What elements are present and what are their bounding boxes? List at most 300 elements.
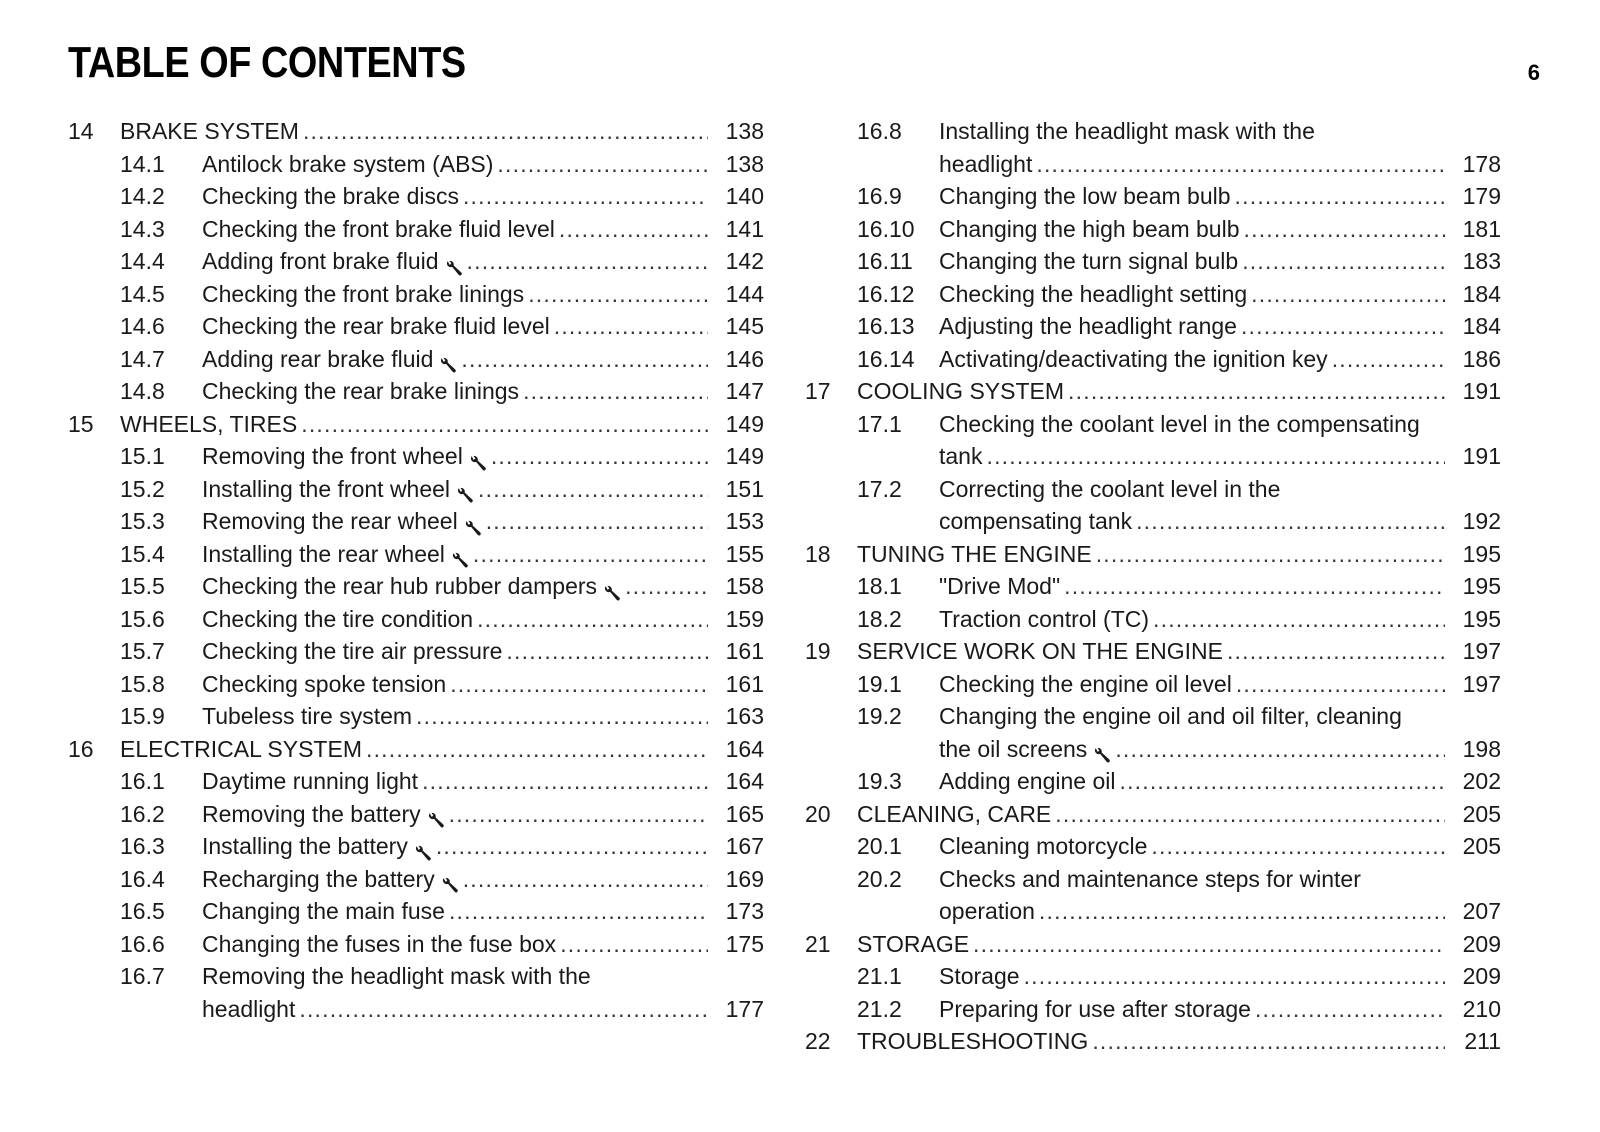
entry-title[interactable]: Checking the brake discs [202, 183, 459, 209]
entry-text [202, 798, 708, 831]
entry-number: 15.8 [120, 670, 165, 697]
entry-number: 15.7 [120, 638, 165, 664]
entry-page-number[interactable]: 163 [725, 703, 764, 729]
toc-section-entry[interactable] [68, 830, 764, 863]
dot-leader [449, 895, 708, 928]
entry-text [120, 408, 708, 441]
toc-section-entry[interactable] [68, 440, 764, 473]
entry-title[interactable]: Checking the front brake fluid level [202, 215, 555, 242]
entry-body [202, 278, 708, 311]
entry-title[interactable]: Adding rear brake fluid [202, 345, 434, 372]
entry-page-number[interactable]: 151 [725, 475, 764, 502]
entry-title[interactable]: Changing the engine oil and oil filter, cleaning [939, 703, 1402, 729]
entry-text [202, 343, 708, 376]
entry-title[interactable]: Adding front brake fluid [202, 248, 439, 274]
entry-body [202, 375, 708, 408]
entry-title[interactable]: Storage [939, 963, 1020, 989]
entry-title[interactable]: Cleaning motorcycle [939, 833, 1148, 859]
entry-text [202, 668, 708, 701]
entry-title[interactable]: Checking the headlight setting [939, 280, 1248, 307]
entry-body [202, 895, 708, 928]
entry-title[interactable]: Removing the headlight mask with the [202, 963, 591, 989]
toc-section-entry[interactable] [805, 115, 1501, 180]
entry-title[interactable]: Changing the high beam bulb [939, 215, 1240, 242]
entry-page-number[interactable]: 205 [1462, 800, 1501, 827]
entry-page-number[interactable]: 138 [725, 150, 764, 177]
dot-leader [497, 148, 708, 181]
entry-body [857, 798, 1445, 831]
toc-section-entry[interactable] [68, 668, 764, 701]
entry-title-continued [939, 505, 1445, 538]
entry-page-number[interactable]: 169 [725, 865, 764, 892]
entry-page-number[interactable]: 186 [1462, 345, 1501, 372]
entry-body [202, 538, 708, 571]
entry-page-number[interactable]: 146 [725, 345, 764, 372]
entry-text [939, 603, 1445, 636]
toc-section-entry[interactable] [68, 343, 764, 376]
entry-title[interactable]: Installing the headlight mask with the [939, 118, 1315, 144]
entry-number: 15.3 [120, 508, 165, 534]
entry-page-number[interactable]: 207 [1462, 898, 1501, 924]
entry-title[interactable]: Checking the tire air pressure [202, 638, 503, 664]
entry-number: 16.12 [857, 280, 915, 307]
entry-page-number[interactable]: 197 [1462, 638, 1501, 664]
entry-number: 19.1 [857, 670, 902, 697]
entry-page-number[interactable]: 149 [725, 410, 764, 437]
entry-page-number[interactable]: 149 [725, 443, 764, 469]
entry-body [939, 408, 1445, 473]
toc-section-entry[interactable] [68, 310, 764, 343]
entry-title[interactable]: STORAGE [857, 930, 970, 957]
toc-chapter-entry[interactable] [68, 115, 764, 148]
toc-section-entry[interactable] [68, 895, 764, 928]
entry-page-number[interactable]: 195 [1462, 605, 1501, 632]
dot-leader [1153, 603, 1445, 636]
dot-leader [1235, 180, 1445, 213]
entry-title[interactable]: Adding engine oil [939, 768, 1116, 794]
entry-title[interactable]: Checking the engine oil level [939, 670, 1232, 697]
entry-body [857, 928, 1445, 961]
wrench-icon [603, 583, 621, 603]
entry-page-number[interactable]: 140 [725, 183, 764, 209]
entry-body [939, 603, 1445, 636]
entry-page-number[interactable]: 195 [1462, 540, 1501, 567]
dot-leader [461, 343, 708, 376]
toc-section-entry[interactable] [805, 603, 1501, 636]
toc-section-entry[interactable] [805, 570, 1501, 603]
entry-page-number[interactable]: 198 [1462, 735, 1501, 762]
entry-page-number[interactable]: 147 [725, 378, 764, 404]
toc-section-entry[interactable] [68, 245, 764, 278]
entry-number: 15.5 [120, 573, 165, 599]
dot-leader [1036, 148, 1445, 181]
entry-title[interactable]: Daytime running light [202, 768, 419, 794]
dot-leader [506, 635, 708, 668]
toc-section-entry[interactable] [68, 213, 764, 246]
entry-number: 21.1 [857, 963, 902, 989]
entry-title[interactable]: Installing the rear wheel [202, 540, 445, 567]
entry-page-number[interactable]: 144 [725, 280, 764, 307]
entry-body [202, 668, 708, 701]
entry-page-number[interactable]: 191 [1462, 378, 1501, 404]
entry-page-number[interactable]: 209 [1462, 930, 1501, 957]
entry-title[interactable]: Changing the low beam bulb [939, 183, 1231, 209]
entry-number: 16.7 [120, 963, 165, 989]
toc-section-entry[interactable] [805, 245, 1501, 278]
entry-title[interactable]: Changing the fuses in the fuse box [202, 930, 557, 957]
entry-title-continued [939, 733, 1445, 766]
dot-leader [1151, 830, 1445, 863]
entry-page-number[interactable]: 173 [725, 898, 764, 924]
entry-title-continued [202, 993, 708, 1026]
entry-text [202, 765, 708, 798]
entry-number: 16.3 [120, 833, 165, 859]
toc-section-entry[interactable] [805, 668, 1501, 701]
entry-page-number[interactable]: 145 [725, 313, 764, 339]
entry-text [120, 115, 708, 148]
entry-number: 14.4 [120, 248, 165, 274]
toc-section-entry[interactable] [68, 538, 764, 571]
toc-section-entry[interactable] [805, 408, 1501, 473]
entry-body [202, 505, 708, 538]
entry-number: 19 [805, 638, 831, 664]
toc-chapter-entry[interactable] [805, 928, 1501, 961]
entry-page-number[interactable]: 141 [725, 215, 764, 242]
entry-title[interactable]: SERVICE WORK ON THE ENGINE [857, 638, 1223, 664]
toc-section-entry[interactable] [68, 603, 764, 636]
entry-text [202, 603, 708, 636]
entry-number: 21.2 [857, 995, 902, 1022]
dot-leader [523, 375, 708, 408]
entry-title[interactable]: Traction control (TC) [939, 605, 1150, 632]
entry-text [202, 180, 708, 213]
entry-title[interactable]: Checking the coolant level in the compensating [939, 410, 1420, 437]
entry-text [202, 278, 708, 311]
entry-page-number[interactable]: 179 [1462, 183, 1501, 209]
entry-text [202, 570, 708, 603]
toc-section-entry[interactable] [805, 343, 1501, 376]
wrench-icon [451, 550, 469, 570]
entry-body [202, 960, 708, 1025]
entry-page-number[interactable]: 205 [1462, 833, 1501, 859]
toc-section-entry[interactable] [805, 278, 1501, 311]
wrench-icon [445, 258, 463, 278]
entry-text [939, 310, 1445, 343]
entry-page-number[interactable]: 184 [1462, 313, 1501, 339]
toc-chapter-entry[interactable] [805, 375, 1501, 408]
entry-text [857, 635, 1445, 668]
entry-text [939, 278, 1445, 311]
wrench-icon [1093, 745, 1111, 765]
entry-body [939, 213, 1445, 246]
entry-body [939, 343, 1445, 376]
entry-number: 15.9 [120, 703, 165, 729]
dot-leader [366, 733, 708, 766]
dot-leader [299, 993, 708, 1026]
entry-body [202, 635, 708, 668]
entry-number: 15.6 [120, 605, 165, 632]
entry-title[interactable]: Removing the battery [202, 800, 421, 827]
dot-leader [477, 603, 708, 636]
dot-leader [1244, 213, 1445, 246]
dot-leader [301, 408, 708, 441]
entry-page-number[interactable]: 142 [725, 248, 764, 274]
entry-text [120, 733, 708, 766]
toc-chapter-entry[interactable] [805, 1025, 1501, 1058]
entry-page-number[interactable]: 167 [725, 833, 764, 859]
entry-title[interactable]: Removing the front wheel [202, 443, 463, 469]
toc-section-entry[interactable] [68, 570, 764, 603]
entry-title[interactable]: COOLING SYSTEM [857, 378, 1065, 404]
entry-page-number[interactable]: 165 [725, 800, 764, 827]
entry-number: 15.2 [120, 475, 165, 502]
entry-title-line2[interactable]: headlight [939, 150, 1033, 177]
entry-body [939, 765, 1445, 798]
entry-body [202, 180, 708, 213]
entry-page-number[interactable]: 153 [725, 508, 764, 534]
toc-section-entry[interactable] [68, 180, 764, 213]
wrench-icon [456, 485, 474, 505]
entry-body [857, 635, 1445, 668]
entry-title[interactable]: Installing the front wheel [202, 475, 451, 502]
entry-text [857, 538, 1445, 571]
entry-title[interactable]: Checking the rear hub rubber dampers [202, 573, 598, 599]
entry-number: 16.11 [857, 248, 913, 274]
entry-page-number[interactable]: 184 [1462, 280, 1501, 307]
entry-text [202, 440, 708, 473]
entry-text [939, 668, 1445, 701]
toc-section-entry[interactable] [68, 928, 764, 961]
entry-title-line2[interactable]: compensating tank [939, 508, 1133, 534]
dot-leader [486, 505, 708, 538]
toc-section-entry[interactable] [68, 375, 764, 408]
entry-number: 14.7 [120, 345, 165, 372]
toc-section-entry[interactable] [805, 473, 1501, 538]
page-number: 6 [1527, 60, 1540, 85]
toc-section-entry[interactable] [68, 473, 764, 506]
entry-body [939, 180, 1445, 213]
entry-text [202, 700, 708, 733]
dot-leader [1024, 960, 1445, 993]
entry-title[interactable]: Checking spoke tension [202, 670, 447, 697]
entry-number: 17.2 [857, 475, 902, 502]
entry-title[interactable]: BRAKE SYSTEM [120, 118, 299, 144]
wrench-icon [441, 875, 459, 895]
dot-leader [560, 928, 708, 961]
entry-number: 20.2 [857, 865, 902, 892]
entry-page-number[interactable]: 161 [725, 638, 764, 664]
dot-leader [1055, 798, 1445, 831]
entry-body [202, 213, 708, 246]
entry-body [202, 148, 708, 181]
dot-leader [1136, 505, 1445, 538]
toc-section-entry[interactable] [68, 635, 764, 668]
toc-section-entry[interactable] [805, 310, 1501, 343]
entry-title-line2[interactable]: the oil screens [939, 735, 1088, 762]
entry-page-number[interactable]: 159 [725, 605, 764, 632]
toc-section-entry[interactable] [805, 830, 1501, 863]
dot-leader [478, 473, 708, 506]
entry-body [120, 408, 708, 441]
dot-leader [1332, 343, 1445, 376]
toc-section-entry[interactable] [805, 765, 1501, 798]
toc-section-entry[interactable] [68, 863, 764, 896]
toc-section-entry[interactable] [68, 700, 764, 733]
entry-title[interactable]: Preparing for use after storage [939, 995, 1251, 1022]
wrench-icon [427, 810, 445, 830]
entry-text [939, 993, 1445, 1026]
entry-page-number[interactable]: 192 [1462, 508, 1501, 534]
entry-title[interactable]: Checking the rear brake fluid level [202, 313, 550, 339]
entry-body [202, 830, 708, 863]
entry-page-number[interactable]: 209 [1462, 963, 1501, 989]
toc-section-entry[interactable] [68, 765, 764, 798]
toc-section-entry[interactable] [805, 960, 1501, 993]
entry-body [939, 570, 1445, 603]
entry-number: 15.1 [120, 443, 165, 469]
entry-text [202, 310, 708, 343]
entry-body [939, 310, 1445, 343]
entry-title[interactable]: Installing the battery [202, 833, 408, 859]
entry-page-number[interactable]: 138 [725, 118, 764, 144]
entry-title[interactable]: Activating/deactivating the ignition key [939, 345, 1328, 372]
toc-section-entry[interactable] [805, 180, 1501, 213]
entry-title[interactable]: CLEANING, CARE [857, 800, 1052, 827]
dot-leader [1068, 375, 1445, 408]
toc-section-entry[interactable] [805, 863, 1501, 928]
dot-leader [463, 863, 708, 896]
entry-number: 14.8 [120, 378, 165, 404]
entry-body [202, 440, 708, 473]
entry-page-number[interactable]: 175 [725, 930, 764, 957]
wrench-icon [464, 518, 482, 538]
entry-number: 14.2 [120, 183, 165, 209]
entry-body [202, 798, 708, 831]
entry-title-line2[interactable]: tank [939, 443, 983, 469]
entry-number: 16.10 [857, 215, 915, 242]
entry-body [202, 863, 708, 896]
entry-title[interactable]: Adjusting the headlight range [939, 313, 1237, 339]
entry-text [857, 928, 1445, 961]
entry-title[interactable]: WHEELS, TIRES [120, 410, 298, 437]
page-title: TABLE OF CONTENTS [68, 38, 466, 87]
entry-number: 16.8 [857, 118, 902, 144]
entry-title[interactable]: Checking the tire condition [202, 605, 474, 632]
entry-body [202, 928, 708, 961]
toc-chapter-entry[interactable] [805, 538, 1501, 571]
dot-leader [463, 180, 708, 213]
dot-leader [1119, 765, 1445, 798]
entry-title[interactable]: Checking the rear brake linings [202, 378, 520, 404]
entry-body [939, 993, 1445, 1026]
entry-body [939, 245, 1445, 278]
dot-leader [1227, 635, 1445, 668]
entry-body [202, 570, 708, 603]
toc-section-entry[interactable] [68, 505, 764, 538]
toc-chapter-entry[interactable] [68, 408, 764, 441]
entry-text [939, 960, 1445, 993]
entry-title-line2[interactable]: operation [939, 898, 1035, 924]
entry-text [939, 830, 1445, 863]
entry-title[interactable]: Changing the main fuse [202, 898, 445, 924]
entry-page-number[interactable]: 178 [1462, 150, 1501, 177]
entry-text [202, 473, 708, 506]
entry-page-number[interactable]: 161 [725, 670, 764, 697]
entry-text [939, 765, 1445, 798]
entry-title[interactable]: Correcting the coolant level in the [939, 475, 1281, 502]
entry-title[interactable]: Antilock brake system (ABS) [202, 150, 494, 177]
toc-section-entry[interactable] [68, 798, 764, 831]
entry-body [120, 115, 708, 148]
entry-page-number[interactable]: 210 [1462, 995, 1501, 1022]
entry-title[interactable]: Removing the rear wheel [202, 508, 458, 534]
entry-page-number[interactable]: 183 [1462, 248, 1501, 274]
toc-section-entry[interactable] [805, 993, 1501, 1026]
entry-title[interactable]: ELECTRICAL SYSTEM [120, 735, 362, 762]
entry-page-number[interactable]: 202 [1462, 768, 1501, 794]
entry-page-number[interactable]: 164 [725, 735, 764, 762]
entry-body [857, 375, 1445, 408]
entry-number: 16 [68, 735, 94, 762]
toc-section-entry[interactable] [68, 960, 764, 1025]
toc-chapter-entry[interactable] [805, 798, 1501, 831]
dot-leader [1039, 895, 1445, 928]
entry-title[interactable]: Checks and maintenance steps for winter [939, 865, 1361, 892]
entry-page-number[interactable]: 158 [725, 573, 764, 599]
entry-number: 19.3 [857, 768, 902, 794]
entry-page-number[interactable]: 191 [1462, 443, 1501, 469]
toc-chapter-entry[interactable] [68, 733, 764, 766]
toc-chapter-entry[interactable] [805, 635, 1501, 668]
entry-number: 16.2 [120, 800, 165, 827]
dot-leader [422, 765, 708, 798]
entry-number: 20 [805, 800, 831, 827]
dot-leader [1255, 993, 1445, 1026]
entry-title[interactable]: TUNING THE ENGINE [857, 540, 1092, 567]
entry-body [939, 278, 1445, 311]
entry-title[interactable]: "Drive Mod" [939, 573, 1061, 599]
dot-leader [1241, 310, 1445, 343]
entry-page-number[interactable]: 181 [1462, 215, 1501, 242]
entry-page-number[interactable]: 197 [1462, 670, 1501, 697]
toc-section-entry[interactable] [68, 148, 764, 181]
entry-title[interactable]: Checking the front brake linings [202, 280, 525, 307]
entry-body [857, 538, 1445, 571]
entry-page-number[interactable]: 195 [1462, 573, 1501, 599]
entry-page-number[interactable]: 164 [725, 768, 764, 794]
entry-title[interactable]: TROUBLESHOOTING [857, 1028, 1089, 1054]
toc-section-entry[interactable] [68, 278, 764, 311]
entry-body [202, 700, 708, 733]
entry-number: 22 [805, 1028, 831, 1054]
entry-title-line2[interactable]: headlight [202, 995, 296, 1022]
entry-title[interactable]: Recharging the battery [202, 865, 435, 892]
entry-title-continued [939, 440, 1445, 473]
entry-number: 20.1 [857, 833, 902, 859]
entry-number: 14.3 [120, 215, 165, 242]
toc-section-entry[interactable] [805, 213, 1501, 246]
entry-title[interactable]: Changing the turn signal bulb [939, 248, 1239, 274]
entry-number: 14.6 [120, 313, 165, 339]
entry-body [202, 245, 708, 278]
entry-title[interactable]: Tubeless tire system [202, 703, 413, 729]
toc-section-entry[interactable] [805, 700, 1501, 765]
entry-page-number[interactable]: 211 [1464, 1028, 1501, 1054]
entry-number: 16.14 [857, 345, 915, 372]
entry-page-number[interactable]: 155 [725, 540, 764, 567]
wrench-icon [439, 355, 457, 375]
entry-page-number[interactable]: 177 [725, 995, 764, 1022]
